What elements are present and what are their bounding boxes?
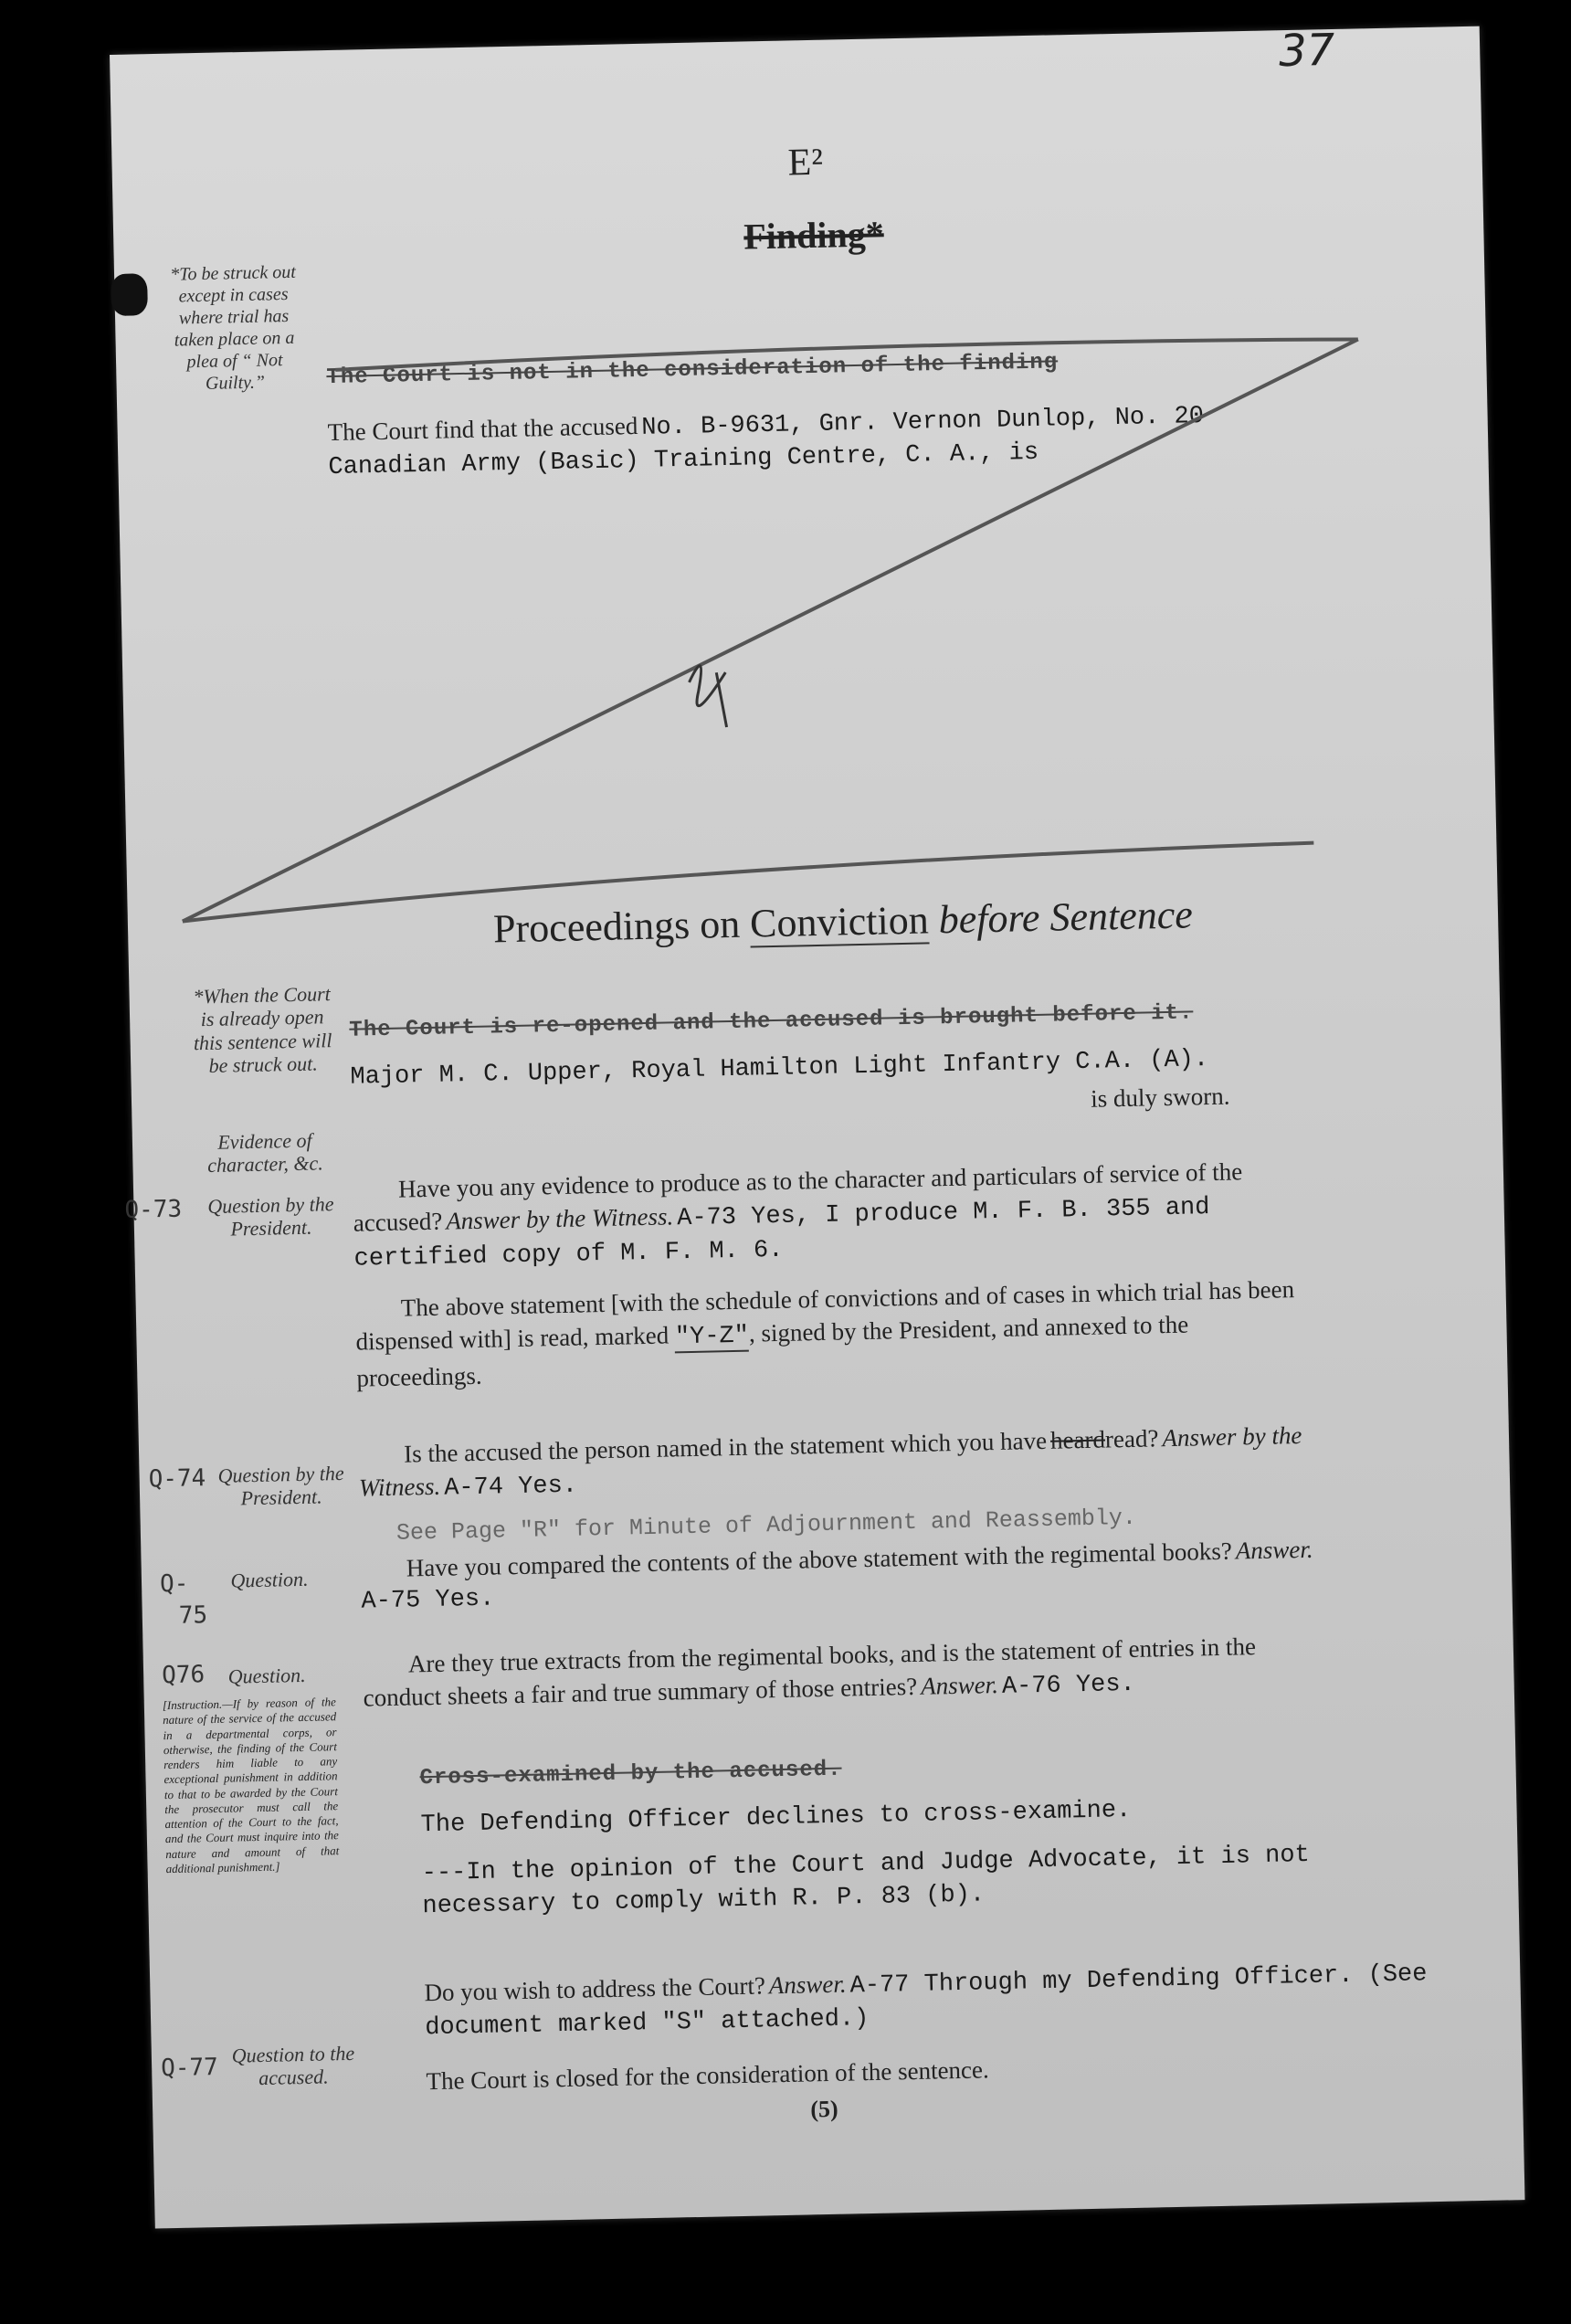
q75-label: Q- (159, 1569, 189, 1599)
q76-note: Question. (227, 1663, 306, 1688)
q74-label: Q-74 (148, 1464, 206, 1494)
q77-question: Do you wish to address the Court? (424, 1971, 766, 2007)
q77-answer: A-77 Through my Defending Officer. (See document marked "S" attached.) (425, 1960, 1428, 2043)
q73-question: Have you any evidence to produce as to the character and particulars of service of the accused? (353, 1157, 1243, 1238)
q75-note: Question. (230, 1567, 309, 1592)
q74-note: Question by the President. (217, 1461, 344, 1510)
heading-conviction: Conviction (749, 897, 930, 946)
struck-cross-examined: Cross-examined by the accused. (419, 1757, 842, 1791)
q74-block (358, 1419, 1318, 1508)
section-mark: E² (787, 141, 824, 185)
statement-part2: , signed by the President, and annexed to the proceedings. (356, 1311, 1189, 1392)
q73-answer: A-73 Yes, I produce M. F. B. 355 and certified copy of M. F. M. 6. (353, 1194, 1210, 1273)
statement-part1: The above statement [with the schedule of convictions and of cases in which trial has been dispensed with] is read, marked (355, 1275, 1295, 1357)
heading-prefix: Proceedings on (492, 901, 751, 952)
q75-label-number: 75 (178, 1601, 208, 1630)
q75-answer: A-75 Yes. (361, 1585, 495, 1617)
finding-printed-text: The Court find that the accused (327, 411, 638, 447)
q74-answer-prefix: Answer by the Witness. (358, 1421, 1302, 1503)
struck-reopened-line: The Court is re-opened and the accused is brought before it. (349, 1000, 1194, 1043)
q77-label: Q-77 (160, 2053, 219, 2083)
document-page (110, 26, 1525, 2229)
margin-note-finding: *To be struck out except in cases where trial has taken place on a plea of “ Not Guilty.” (170, 261, 297, 394)
q73-block (353, 1154, 1313, 1276)
opinion-paragraph: ---In the opinion of the Court and Judge Advocate, it is not necessary to comply with R. P. 83 (b). (421, 1841, 1311, 1921)
q77-block (424, 1955, 1429, 2045)
declines-line: The Defending Officer declines to cross-examine. (420, 1797, 1132, 1840)
q74-question: Is the accused the person named in the statement which you have (403, 1426, 1048, 1468)
q74-question-end: read? (1104, 1424, 1159, 1453)
q73-label: Q-73 (124, 1195, 183, 1224)
struck-finding-line: The Court is not in the consideration of the finding (326, 350, 1059, 391)
instruction-note: [Instruction.—If by reason of the nature of the service of the accused in a departmental corps, or otherwise, the finding of the Court renders him liable to any exceptional punishment in addition to that to be awarded by the Court the prosecutor must call the attention of the Court to the fact, and the Court must inquire into the nature and amount of that additional punishment.] (162, 1695, 340, 1875)
see-page-note: See Page "R" for Minute of Adjournment and Reassembly. (395, 1504, 1137, 1547)
q76-answer-prefix: Answer. (920, 1671, 999, 1701)
finding-heading: Finding* (743, 213, 885, 258)
witness-name: Major M. C. Upper, Royal Hamilton Light Infantry C.A. (A). (350, 1046, 1209, 1092)
statement-paragraph (354, 1273, 1315, 1395)
statement-marked: "Y-Z" (674, 1323, 750, 1352)
q77-answer-prefix: Answer. (768, 1970, 847, 2000)
court-closed-line: The Court is closed for the consideration of the sentence. (426, 2055, 990, 2096)
q76-block (363, 1629, 1323, 1718)
q74-struck-word: heard (1049, 1425, 1106, 1454)
q76-question: Are they true extracts from the regimental books, and is the statement of entries in the conduct sheets a fair and true summary of those entries? (363, 1632, 1257, 1713)
footer-page-number: (5) (809, 2095, 838, 2123)
q75-block (360, 1533, 1320, 1620)
heading-suffix: before Sentence (928, 892, 1194, 943)
q75-question: Have you compared the contents of the above statement with the regimental books? (406, 1537, 1233, 1582)
q73-note: Question by the President. (207, 1192, 334, 1241)
q76-label: Q76 (161, 1661, 206, 1690)
margin-note-evidence: Evidence of character, &c. (206, 1128, 323, 1178)
q75-answer-prefix: Answer. (1235, 1535, 1313, 1565)
margin-note-open: *When the Court is already open this sentence will be struck out. (193, 982, 332, 1077)
q76-answer: A-76 Yes. (1001, 1671, 1136, 1702)
strike-through-pen-mark (110, 26, 1501, 1060)
duly-sworn: is duly sworn. (1090, 1082, 1230, 1113)
q74-answer: A-74 Yes. (443, 1473, 578, 1504)
page-number: 37 (1278, 24, 1335, 78)
q77-note: Question to the accused. (231, 2041, 355, 2090)
finding-typed-text: No. B-9631, Gnr. Vernon Dunlop, No. 20 Canadian Army (Basic) Training Centre, C. A., is (328, 403, 1205, 482)
q73-answer-prefix: Answer by the Witness. (445, 1202, 674, 1236)
